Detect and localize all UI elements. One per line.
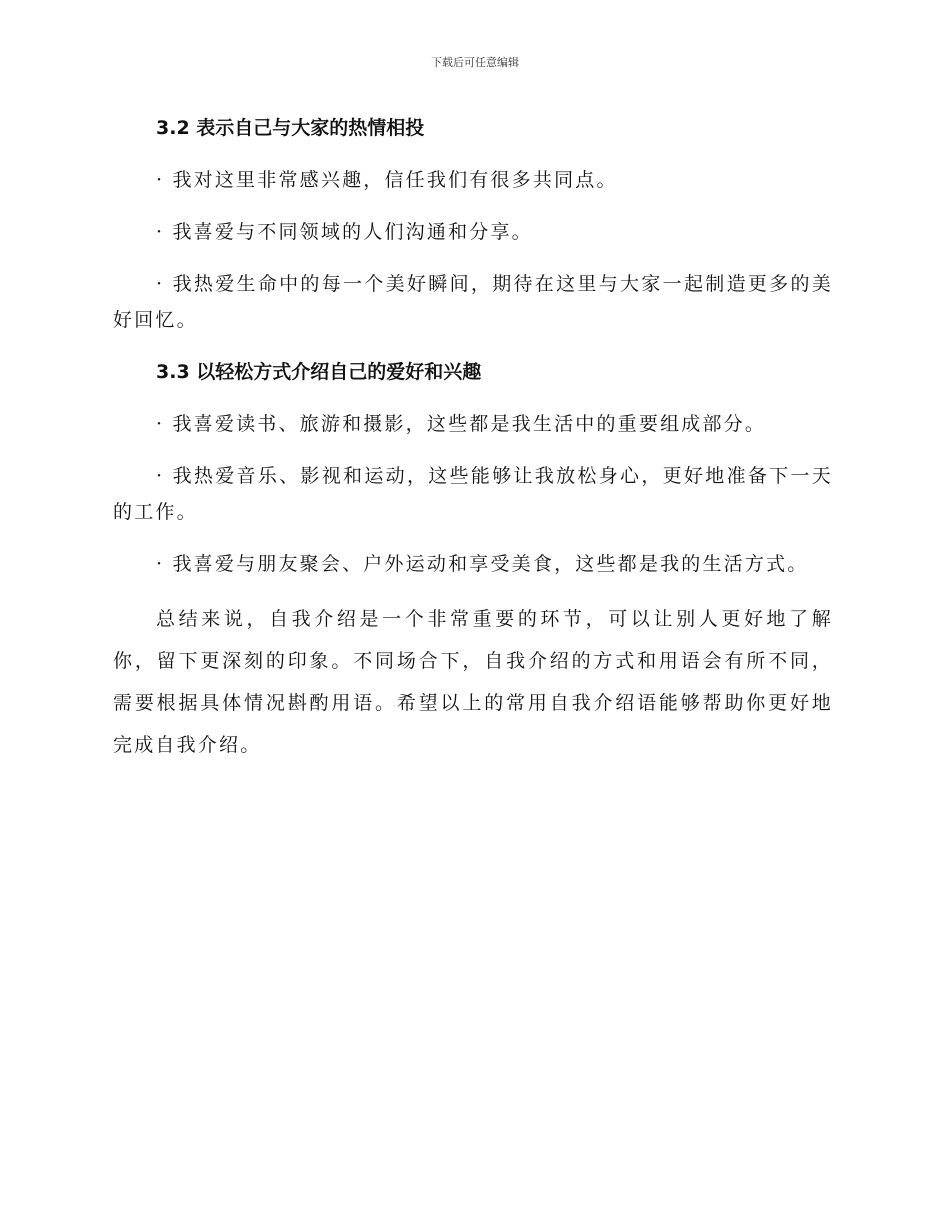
section-heading-3-3: 3.3 以轻松方式介绍自己的爱好和兴趣 [156, 361, 482, 383]
running-header: 下载后可任意编辑 [431, 56, 519, 69]
section-heading-3-2: 3.2 表示自己与大家的热情相投 [156, 117, 425, 139]
paragraph-3-2-item-1: · 我对这里非常感兴趣，信任我们有很多共同点。 [156, 169, 618, 191]
paragraph-3-3-item-1: · 我喜爱读书、旅游和摄影，这些都是我生活中的重要组成部分。 [156, 413, 767, 435]
paragraph-3-3-item-2: · 我热爱音乐、影视和运动，这些能够让我放松身心，更好地准备下一天的工作。 [113, 465, 833, 523]
paragraph-3-2-item-2: · 我喜爱与不同领域的人们沟通和分享。 [156, 221, 533, 243]
paragraph-3-3-item-3: · 我喜爱与朋友聚会、户外运动和享受美食，这些都是我的生活方式。 [156, 553, 809, 575]
paragraph-3-2-item-3: · 我热爱生命中的每一个美好瞬间，期待在这里与大家一起制造更多的美好回忆。 [113, 273, 833, 331]
summary-paragraph: 总结来说，自我介绍是一个非常重要的环节，可以让别人更好地了解你，留下更深刻的印象。不同场合下，自我介绍的方式和用语会有所不同，需要根据具体情况斟酌用语。希望以上的常用自我介绍语能够帮助你更好地完成自我介绍。 [113, 608, 833, 756]
document-body [113, 110, 833, 766]
